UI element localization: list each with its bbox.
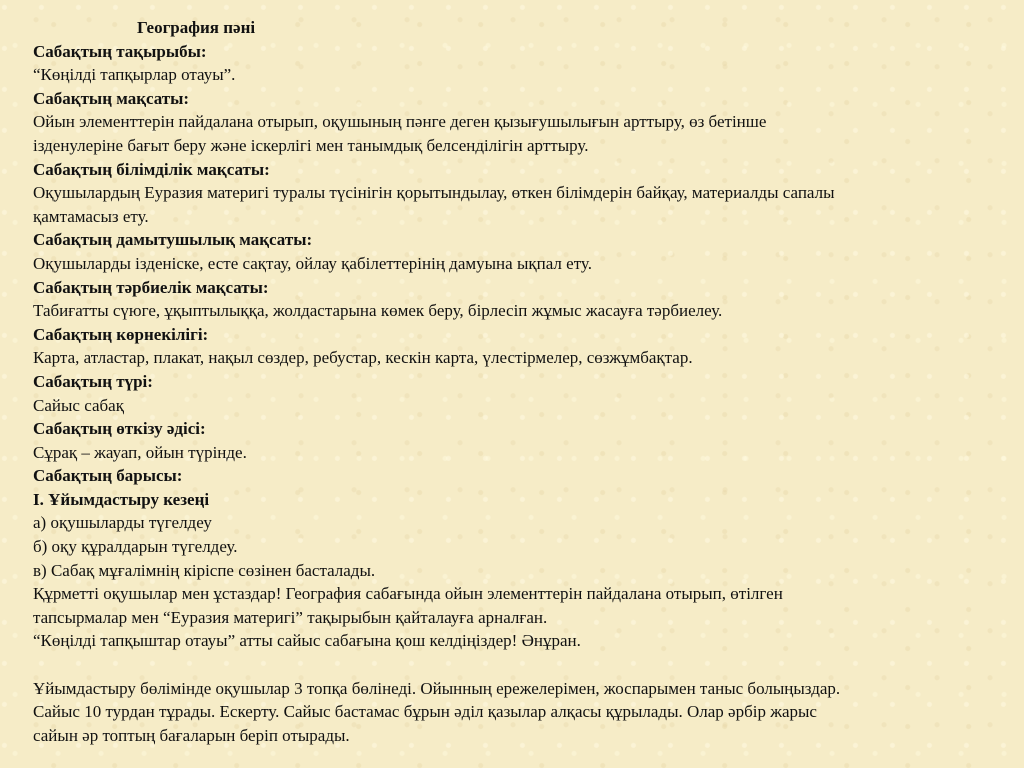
paragraph-gap	[33, 653, 1003, 677]
topic-heading: Сабақтың тақырыбы:	[33, 41, 207, 61]
stage-item-b: б) оқу құралдарын түгелдеу.	[33, 537, 238, 557]
method-text: Сұрақ – жауап, ойын түрінде.	[33, 442, 247, 462]
visual-aids-text: Карта, атластар, плакат, нақыл сөздер, ребустар, кескін карта, үлестірмелер, сөзжұмбақтар.	[33, 348, 693, 368]
educational-goal-line-1: Оқушылардың Еуразия материгі туралы түсінігін қорытындылау, өткен білімдерін байқау, материалды сапалы	[33, 183, 835, 203]
method-heading: Сабақтың өткізу әдісі:	[33, 419, 206, 439]
lesson-plan-document	[33, 16, 1003, 747]
organization-line-3: сайын әр топтың бағаларын беріп отырады.	[33, 725, 350, 745]
educational-goal-heading: Сабақтың білімділік мақсаты:	[33, 159, 270, 179]
subject-title: География пәні	[137, 18, 256, 37]
stage-item-c: в) Сабақ мұғалімнің кіріспе сөзінен басталады.	[33, 560, 376, 580]
organization-stage-heading: І. Ұйымдастыру кезеңі	[33, 489, 210, 509]
goal-heading: Сабақтың мақсаты:	[33, 88, 190, 108]
goal-text-line-1: Ойын элементтерін пайдалана отырып, оқушының пәнге деген қызығушылығын арттыру, өз бетінше	[33, 112, 767, 132]
greeting-line-3: “Көңілді тапқыштар отауы” атты сайыс сабағына қош келдіңіздер! Әнұран.	[33, 631, 581, 651]
upbringing-goal-text: Табиғатты сүюге, ұқыптылыққа, жолдастарына көмек беру, бірлесіп жұмыс жасауға тәрбиелеу.	[33, 301, 723, 321]
visual-aids-heading: Сабақтың көрнекілігі:	[33, 324, 209, 344]
developmental-goal-heading: Сабақтың дамытушылық мақсаты:	[33, 230, 313, 250]
stage-item-a: а) оқушыларды түгелдеу	[33, 513, 212, 533]
topic-text: “Көңілді тапқырлар отауы”.	[33, 65, 236, 85]
organization-line-1: Ұйымдастыру бөлімінде оқушылар 3 топқа бөлінеді. Ойынның ережелерімен, жоспарымен таныс болыңыздар.	[33, 678, 841, 698]
goal-text-line-2: ізденулеріне бағыт беру және іскерлігі мен танымдық белсенділігін арттыру.	[33, 135, 589, 155]
developmental-goal-text: Оқушыларды ізденіске, есте сақтау, ойлау қабілеттерінің дамуына ықпал ету.	[33, 253, 592, 273]
greeting-line-1: Құрметті оқушылар мен ұстаздар! География сабағында ойын элементтерін пайдалана отырып, өтілген	[33, 584, 783, 604]
lesson-type-heading: Сабақтың түрі:	[33, 371, 153, 391]
lesson-course-heading: Сабақтың барысы:	[33, 466, 183, 486]
organization-line-2: Сайыс 10 турдан тұрады. Ескерту. Сайыс бастамас бұрын әділ қазылар алқасы құрылады. Олар әрбір жарыс	[33, 702, 817, 722]
lesson-type-text: Сайыс сабақ	[33, 395, 124, 415]
educational-goal-line-2: қамтамасыз ету.	[33, 206, 149, 226]
greeting-line-2: тапсырмалар мен “Еуразия материгі” тақырыбын қайталауға арналған.	[33, 607, 548, 627]
upbringing-goal-heading: Сабақтың тәрбиелік мақсаты:	[33, 277, 269, 297]
